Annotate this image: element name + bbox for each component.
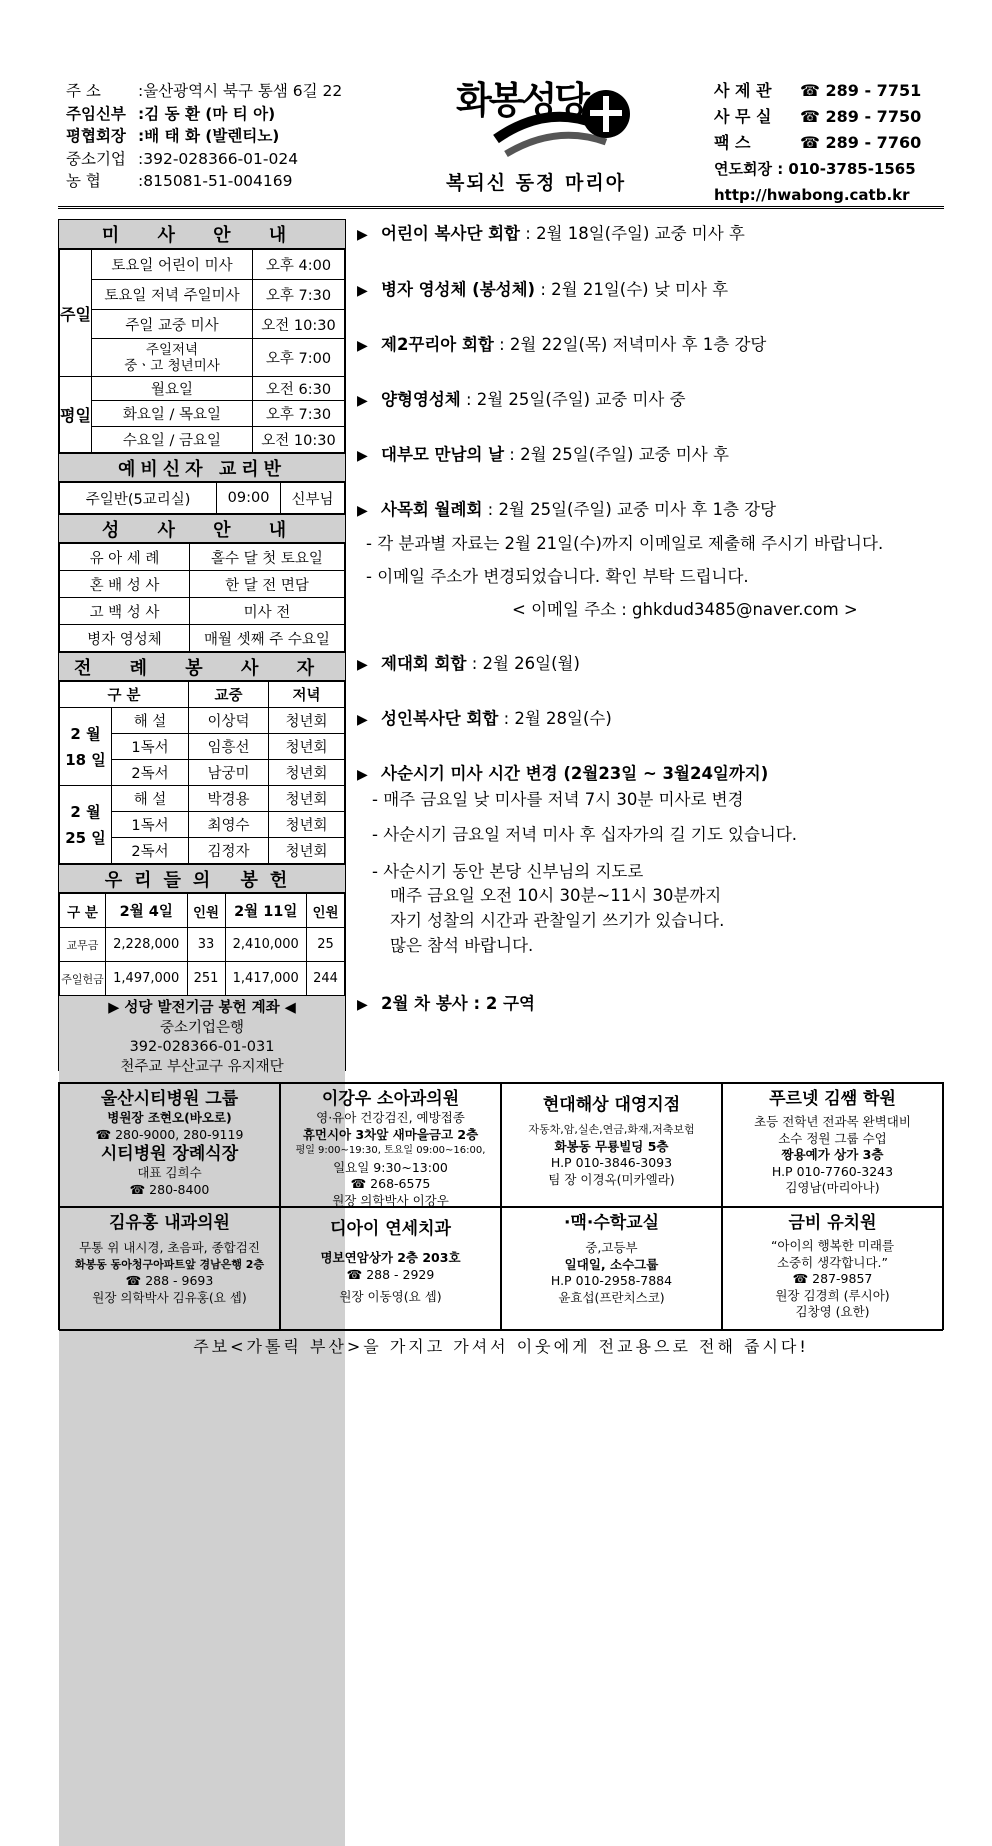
contact-office <box>714 104 921 130</box>
address-value: 울산광역시 북구 통샘 6길 22 <box>143 82 343 100</box>
liturgy-date-month: 2 월 <box>70 802 101 821</box>
offering-header: 2월 11일 <box>225 894 307 928</box>
mass-name: 화요일 / 목요일 <box>92 401 253 427</box>
ad-line: 일대일, 소수그룹 <box>564 1256 659 1272</box>
liturgy-date-month: 2 월 <box>70 724 101 743</box>
contact-rectory <box>714 78 921 104</box>
ad-line: ☎ 288 - 9693 <box>125 1273 214 1288</box>
parish-patron: 복되신 동정 마리아 <box>446 172 627 194</box>
arrow-icon: ▶ <box>357 712 368 728</box>
contact-value: ☎ 289 - 7751 <box>800 81 922 100</box>
notice-detail: : 2월 21일(수) 낮 미사 후 <box>535 280 729 299</box>
liturgy-header: 구 분 <box>60 682 189 708</box>
liturgy-role: 2독서 <box>112 838 189 864</box>
ad-math-class <box>501 1207 722 1331</box>
liturgy-evening: 청년회 <box>269 760 345 786</box>
ad-line: 화봉동 동아청구아파트앞 경남은행 2층 <box>74 1257 265 1271</box>
notice-service <box>357 990 535 1014</box>
mass-name <box>92 339 253 377</box>
sacrament-name: 유 아 세 례 <box>60 544 190 571</box>
notice-detail: : 2월 28일(수) <box>498 709 612 728</box>
ad-line: 김창영 (요한) <box>795 1304 870 1319</box>
liturgy-date <box>60 708 112 786</box>
weekday-label: 평일 <box>60 377 92 453</box>
contact-info <box>714 78 921 208</box>
mass-time: 오후 7:30 <box>253 280 345 310</box>
bank1-label: 중소기업 <box>66 149 126 168</box>
offering-table <box>59 893 345 996</box>
ad-line: 초등 전학년 전과목 완벽대비 <box>754 1114 911 1129</box>
catechumen-table <box>59 482 345 514</box>
arrow-icon: ▶ <box>357 283 368 299</box>
notice-detail: : 2월 22일(목) 저녁미사 후 1층 강당 <box>493 335 767 354</box>
ad-line: 평일 9:00~19:30, 토요일 09:00~16:00, <box>295 1145 486 1156</box>
contact-label: 팩 스 <box>714 133 751 152</box>
liturgy-role: 1독서 <box>112 734 189 760</box>
notice-subline: - 이메일 주소가 변경되었습니다. 확인 부탁 드립니다. <box>366 567 749 586</box>
liturgy-role: 1독서 <box>112 812 189 838</box>
liturgy-title: 전 례 봉 사 자 <box>59 652 345 681</box>
catechumen-time: 09:00 <box>217 483 281 514</box>
liturgy-header: 교중 <box>189 682 269 708</box>
notice-detail: : 2월 25일(주일) 교중 미사 후 <box>504 445 729 464</box>
sacrament-name: 병자 영성체 <box>60 625 190 652</box>
notice-detail: : 2월 18일(주일) 교중 미사 후 <box>520 224 745 243</box>
liturgy-role: 해 설 <box>112 708 189 734</box>
left-panel <box>58 219 346 1075</box>
ad-line: 일요일 9:30~13:00 <box>333 1159 448 1175</box>
ad-line: 팀 장 이경옥(미카엘라) <box>548 1171 675 1187</box>
pastor-label: 주임신부 <box>66 104 126 123</box>
ad-name: 울산시티병원 그룹 <box>100 1089 239 1109</box>
sacrament-title: 성 사 안 내 <box>59 514 345 543</box>
ad-name: 이강우 소아과의원 <box>321 1089 460 1109</box>
offering-amount: 1,417,000 <box>225 962 307 996</box>
offering-header: 인원 <box>307 894 345 928</box>
sacrament-name: 고 백 성 사 <box>60 598 190 625</box>
ad-line: 원장 이동영(요 셉) <box>339 1289 442 1304</box>
mass-time: 오전 10:30 <box>253 427 345 453</box>
arrow-icon: ▶ <box>357 448 368 464</box>
mass-name-line1: 주일저녁 <box>145 341 199 358</box>
liturgy-date <box>60 786 112 864</box>
notice-title: 병자 영성체 (봉성체) <box>381 280 536 299</box>
contact-label: 사 무 실 <box>714 107 772 126</box>
ad-line: 무통 위 내시경, 초음파, 종합검진 <box>79 1240 260 1255</box>
ad-name: 시티병원 장례식장 <box>100 1144 239 1164</box>
ad-line: 김영남(마리아나) <box>785 1180 880 1195</box>
address-row: 주 소 : 울산광역시 북구 통샘 6길 22 <box>66 80 342 103</box>
ad-line: 원장 김경희 (루시아) <box>775 1287 890 1303</box>
notice-subline: 많은 참석 바랍니다. <box>390 936 534 955</box>
notice-altar-guild <box>357 650 580 674</box>
ad-name: 김유홍 내과의원 <box>109 1213 230 1233</box>
arrow-icon: ▶ <box>357 338 368 354</box>
offering-amount: 2,228,000 <box>106 928 188 962</box>
ad-name: 푸르넷 김쌤 학원 <box>769 1089 896 1109</box>
mass-name: 월요일 <box>92 377 253 401</box>
ad-name: 디아이 연세치과 <box>330 1219 451 1239</box>
notice-title: 양형영성체 <box>381 390 461 409</box>
address-label: 주 소 <box>66 82 101 100</box>
notice-title: 성인복사단 회합 <box>381 709 499 728</box>
ad-academy <box>722 1083 943 1207</box>
liturgy-date-day: 25 일 <box>65 828 106 847</box>
notice-detail: : 2월 25일(주일) 교중 미사 후 1층 강당 <box>482 500 777 519</box>
council-row: 평협회장 : 배 태 화 (발렌티노) <box>66 125 342 148</box>
contact-fax <box>714 130 921 156</box>
mass-name-line2: 중ㆍ고 청년미사 <box>124 357 220 374</box>
contact-label: 연도회장 <box>714 160 772 178</box>
liturgy-main: 최영수 <box>189 812 269 838</box>
notice-lent-mass <box>357 760 768 784</box>
ad-line: 병원장 조현오(바오로) <box>107 1110 232 1125</box>
email-address: < 이메일 주소 : ghkdud3485@naver.com > <box>512 600 858 619</box>
ads-grid <box>58 1082 944 1330</box>
ad-line: 원장 의학박사 김유홍(요 셉) <box>92 1289 247 1305</box>
ad-name: ·맥·수학교실 <box>563 1213 660 1233</box>
contact-value: ☎ 289 - 7750 <box>800 107 922 126</box>
ad-line: 화봉동 무룡빌딩 5층 <box>554 1138 669 1154</box>
notice-curia <box>357 331 766 355</box>
offering-header: 2월 4일 <box>106 894 188 928</box>
offering-header: 인원 <box>187 894 225 928</box>
notice-subline: 자기 성찰의 시간과 관찰일기 쓰기가 있습니다. <box>390 911 725 930</box>
bank2-row: 농 협 : 815081-51-004169 <box>66 170 342 193</box>
ad-line: 영·유아 건강검진, 예방접종 <box>316 1110 465 1125</box>
notice-title: 사목회 월례회 <box>381 500 483 519</box>
offering-label: 교무금 <box>60 928 106 962</box>
mass-time: 오전 10:30 <box>253 310 345 339</box>
notice-title: 대부모 만남의 날 <box>381 445 505 464</box>
contact-value: : 010-3785-1565 <box>777 160 916 178</box>
notice-subline: - 사순시기 금요일 저녁 미사 후 십자가의 길 기도 있습니다. <box>372 825 797 844</box>
notice-pastoral-council <box>357 496 776 520</box>
ad-line: H.P 010-7760-3243 <box>771 1163 894 1179</box>
notice-godparents <box>357 441 729 465</box>
mass-time: 오전 6:30 <box>253 377 345 401</box>
fund-holder: 천주교 부산교구 유지재단 <box>120 1058 284 1075</box>
sacrament-name: 혼 배 성 사 <box>60 571 190 598</box>
liturgy-evening: 청년회 <box>269 838 345 864</box>
council-label: 평협회장 <box>66 127 126 145</box>
ad-line: 원장 의학박사 이강우 <box>332 1192 449 1207</box>
notice-subline: - 매주 금요일 낮 미사를 저녁 7시 30분 미사로 변경 <box>372 790 744 809</box>
offering-header: 구 분 <box>60 894 106 928</box>
notice-detail: : 2월 25일(주일) 교중 미사 중 <box>460 390 686 409</box>
ad-insurance <box>501 1083 722 1207</box>
ad-internal-medicine <box>59 1207 280 1331</box>
contact-label: 사 제 관 <box>714 81 772 100</box>
liturgy-evening: 청년회 <box>269 812 345 838</box>
catechumen-title: 예비신자 교리반 <box>59 453 345 482</box>
offering-amount: 2,410,000 <box>225 928 307 962</box>
header-divider <box>58 206 944 209</box>
bank1-value: 392-028366-01-024 <box>143 149 299 168</box>
arrow-icon: ▶ <box>357 767 368 783</box>
liturgy-evening: 청년회 <box>269 786 345 812</box>
liturgy-role: 해 설 <box>112 786 189 812</box>
notice-title: 어린이 복사단 회합 <box>381 224 521 243</box>
sacrament-schedule: 홀수 달 첫 토요일 <box>190 544 345 571</box>
sunday-label: 주일 <box>60 250 92 377</box>
ad-kindergarten <box>722 1207 943 1331</box>
ad-line: 짱용예가 상가 3층 <box>781 1147 884 1162</box>
notice-subline: - 사순시기 동안 본당 신부님의 지도로 <box>372 862 644 881</box>
arrow-icon: ▶ <box>357 503 368 519</box>
fund-account: 392-028366-01-031 <box>129 1039 275 1055</box>
ad-line: H.P 010-2958-7884 <box>550 1273 673 1288</box>
arrow-icon: ▶ <box>357 997 368 1013</box>
sacrament-schedule: 한 달 전 면담 <box>190 571 345 598</box>
ad-line: 자동차,암,실손,연금,화재,저축보험 <box>528 1123 695 1136</box>
offering-count: 251 <box>187 962 225 996</box>
notice-altar-boys <box>357 220 745 244</box>
mass-time: 오후 7:30 <box>253 401 345 427</box>
liturgy-evening: 청년회 <box>269 734 345 760</box>
offering-label: 주일헌금 <box>60 962 106 996</box>
notice-title: 사순시기 미사 시간 변경 (2월23일 ~ 3월24일까지) <box>381 764 769 783</box>
liturgy-main: 남궁미 <box>189 760 269 786</box>
ad-line: ☎ 280-9000, 280-9119 <box>95 1126 244 1142</box>
ad-line: 휴먼시아 3차앞 새마을금고 2층 <box>302 1126 479 1142</box>
sacrament-table <box>59 543 345 652</box>
liturgy-header: 저녁 <box>269 682 345 708</box>
mass-name: 주일 교중 미사 <box>92 310 253 339</box>
arrow-icon: ▶ <box>357 657 368 673</box>
offering-count: 33 <box>187 928 225 962</box>
ad-name: 현대해상 대영지점 <box>542 1095 681 1115</box>
fund-title: ▶ 성당 발전기금 봉헌 계좌 ◀ <box>108 1000 296 1016</box>
bank2-label: 농 협 <box>66 172 101 190</box>
parish-name: 화봉성당 <box>456 79 587 122</box>
ad-line: ☎ 287-9857 <box>792 1271 873 1286</box>
mass-time: 오후 4:00 <box>253 250 345 280</box>
liturgy-table <box>59 681 345 864</box>
ad-line: ☎ 280-8400 <box>129 1181 210 1197</box>
bank2-value: 815081-51-004169 <box>143 172 293 190</box>
offering-amount: 1,497,000 <box>106 962 188 996</box>
liturgy-evening: 청년회 <box>269 708 345 734</box>
ad-line: 대표 김희수 <box>137 1165 202 1180</box>
fund-bank: 중소기업은행 <box>159 1019 245 1036</box>
ad-line: H.P 010-3846-3093 <box>550 1155 673 1170</box>
contact-value: ☎ 289 - 7760 <box>800 133 922 152</box>
mass-table <box>59 249 345 453</box>
mass-name: 수요일 / 금요일 <box>92 427 253 453</box>
bank1-row: 중소기업 : 392-028366-01-024 <box>66 148 342 171</box>
liturgy-main: 김정자 <box>189 838 269 864</box>
liturgy-date-day: 18 일 <box>65 750 106 769</box>
liturgy-main: 임흥선 <box>189 734 269 760</box>
ad-line: ☎ 288 - 2929 <box>346 1266 435 1282</box>
notice-detail: : 2월 26일(월) <box>466 654 580 673</box>
notice-communion <box>357 386 686 410</box>
catechumen-class: 주일반(5교리실) <box>60 483 217 514</box>
mass-title: 미 사 안 내 <box>59 220 345 249</box>
pastor-row: 주임신부 : 김 동 환 (마 티 아) <box>66 103 342 126</box>
ad-line: 소중히 생각합니다.” <box>776 1254 889 1270</box>
footer-message: 주보<가톨릭 부산>을 가지고 가셔서 이웃에게 전교용으로 전해 줍시다! <box>193 1337 809 1356</box>
ad-city-hospital <box>59 1083 280 1207</box>
notice-subline: - 각 분과별 자료는 2월 21일(수)까지 이메일로 제출해 주시기 바랍니다. <box>366 534 884 553</box>
contact-head <box>714 156 921 182</box>
notice-adult-servers <box>357 705 612 729</box>
offering-count: 25 <box>307 928 345 962</box>
offering-title: 우리들의 봉헌 <box>59 864 345 893</box>
pastor-value: 김 동 환 (마 티 아) <box>144 104 276 123</box>
ad-line: 소수 정원 그룹 수업 <box>778 1130 887 1146</box>
ad-line: 윤효섭(프란치스코) <box>558 1289 665 1305</box>
notice-sick-communion <box>357 276 728 300</box>
website-link[interactable]: http://hwabong.catb.kr <box>714 186 910 204</box>
liturgy-role: 2독서 <box>112 760 189 786</box>
sacrament-schedule: 매월 셋째 주 수요일 <box>190 625 345 652</box>
arrow-icon: ▶ <box>357 393 368 409</box>
liturgy-main: 박경용 <box>189 786 269 812</box>
liturgy-main: 이상덕 <box>189 708 269 734</box>
notice-title: 제2꾸리아 회합 <box>381 335 494 354</box>
notice-title: 제대회 회합 <box>381 654 467 673</box>
ad-line: “아이의 행복한 미래를 <box>770 1238 895 1253</box>
ad-pediatrics <box>280 1083 501 1207</box>
mass-name: 토요일 어린이 미사 <box>92 250 253 280</box>
ad-line: 중,고등부 <box>585 1240 638 1255</box>
sacrament-schedule: 미사 전 <box>190 598 345 625</box>
parish-info <box>66 80 342 193</box>
arrow-icon: ▶ <box>357 227 368 243</box>
ad-dental <box>280 1207 501 1331</box>
catechumen-teacher: 신부님 <box>280 483 344 514</box>
mass-time: 오후 7:00 <box>253 339 345 377</box>
notice-title: 2월 차 봉사 : 2 구역 <box>381 994 535 1013</box>
ad-line: ☎ 268-6575 <box>350 1176 431 1191</box>
offering-count: 244 <box>307 962 345 996</box>
ad-line: 명보연암상가 2층 203호 <box>320 1250 461 1265</box>
notice-subline: 매주 금요일 오전 10시 30분~11시 30분까지 <box>390 886 722 905</box>
ad-name: 금비 유치원 <box>788 1213 877 1233</box>
council-value: 배 태 화 (발렌티노) <box>144 127 280 145</box>
mass-name: 토요일 저녁 주일미사 <box>92 280 253 310</box>
